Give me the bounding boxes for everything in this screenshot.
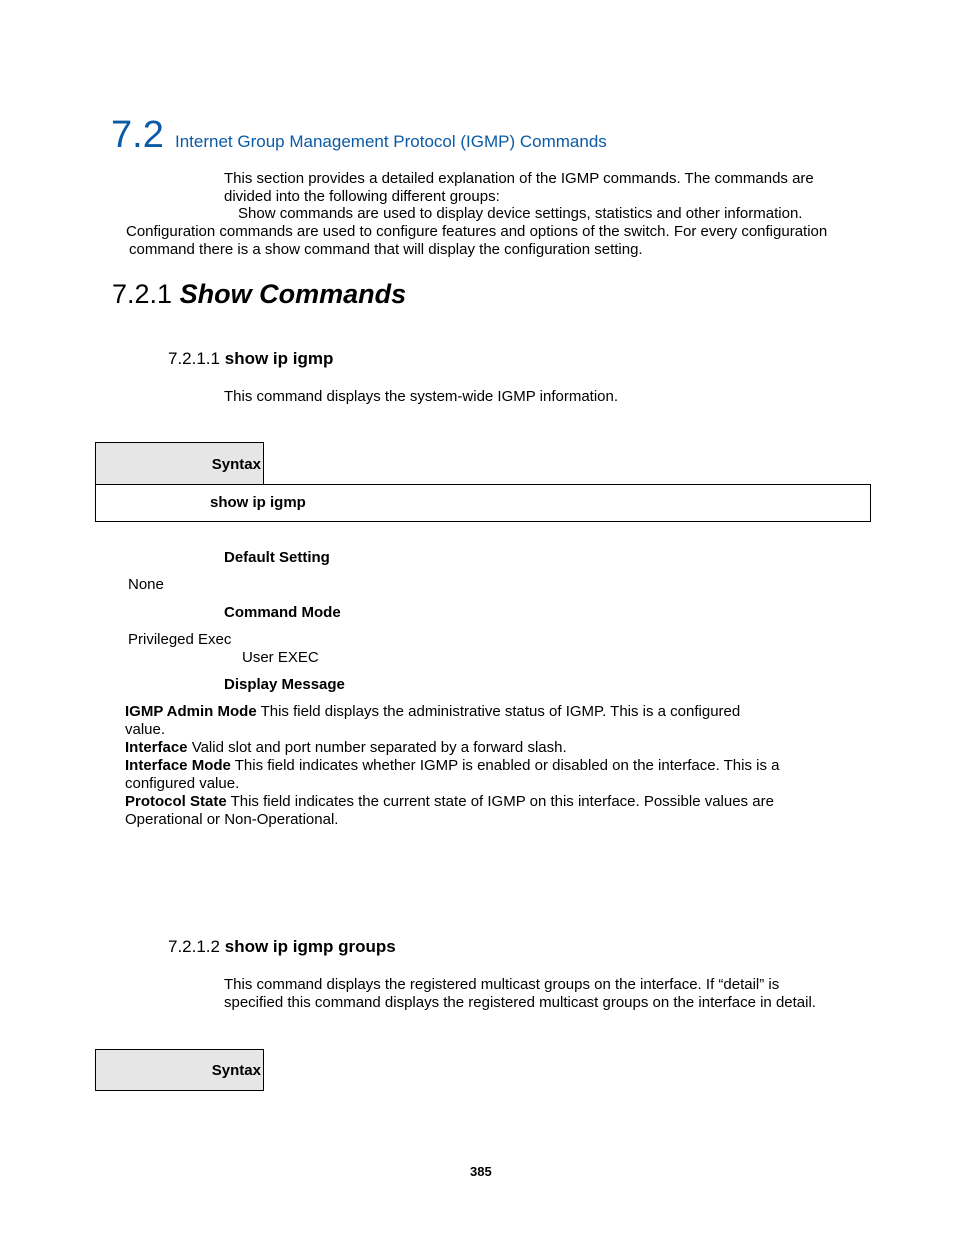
intro-line: command there is a show command that will display the configuration setting. [129, 241, 643, 258]
field-desc: This field displays the administrative status of IGMP. This is a configured [256, 703, 741, 720]
syntax-label-box [95, 1049, 264, 1091]
field-term: Protocol State [125, 793, 227, 810]
command-title: show ip igmp [224, 349, 334, 368]
page-number: 385 [470, 1164, 492, 1179]
command-mode-value: User EXEC [242, 649, 319, 666]
syntax-command-box [95, 484, 871, 522]
subsection-title: Show Commands [179, 279, 407, 309]
subsection-heading [112, 279, 406, 309]
command-mode-value: Privileged Exec [128, 631, 232, 648]
command-description: This command displays the system-wide IGMP information. [224, 388, 619, 405]
command-mode-label: Command Mode [224, 604, 341, 621]
command-description: specified this command displays the registered multicast groups on the interface in detail. [224, 994, 816, 1011]
field-desc: This field indicates the current state of IGMP on this interface. Possible values are [226, 793, 774, 810]
syntax-label: Syntax [211, 1062, 261, 1079]
syntax-label-box [95, 442, 264, 485]
field-desc-cont: Operational or Non-Operational. [125, 811, 339, 828]
field-desc: Valid slot and port number separated by a forward slash. [187, 739, 567, 756]
syntax-label: Syntax [211, 456, 261, 473]
command-number: 7.2.1.1 [168, 349, 220, 368]
field-interface [125, 739, 567, 757]
command-description: This command displays the registered multicast groups on the interface. If “detail” is [224, 976, 780, 993]
intro-line: This section provides a detailed explanation of the IGMP commands. The commands are [224, 170, 814, 187]
default-setting-value: None [128, 576, 164, 593]
section-number: 7.2 [111, 114, 164, 156]
intro-line: Show commands are used to display device settings, statistics and other information. [238, 205, 803, 222]
section-title: Internet Group Management Protocol (IGMP) Commands [175, 132, 607, 151]
field-term: IGMP Admin Mode [125, 703, 257, 720]
command-heading [168, 937, 396, 957]
field-desc: This field indicates whether IGMP is enabled or disabled on the interface. This is a [230, 757, 780, 774]
syntax-command: show ip igmp [210, 494, 306, 511]
field-desc-cont: value. [125, 721, 166, 738]
field-desc-cont: configured value. [125, 775, 240, 792]
command-heading [168, 349, 333, 369]
field-interface-mode [125, 757, 780, 775]
subsection-number: 7.2.1 [112, 279, 173, 309]
field-term: Interface [125, 739, 188, 756]
field-igmp-admin-mode [125, 703, 740, 721]
display-message-label: Display Message [224, 676, 345, 693]
command-title: show ip igmp groups [224, 937, 396, 956]
intro-line: Configuration commands are used to configure features and options of the switch. For every configuration [126, 223, 828, 240]
intro-line: divided into the following different groups: [224, 188, 500, 205]
field-term: Interface Mode [125, 757, 231, 774]
command-number: 7.2.1.2 [168, 937, 220, 956]
field-protocol-state [125, 793, 774, 811]
default-setting-label: Default Setting [224, 549, 330, 566]
